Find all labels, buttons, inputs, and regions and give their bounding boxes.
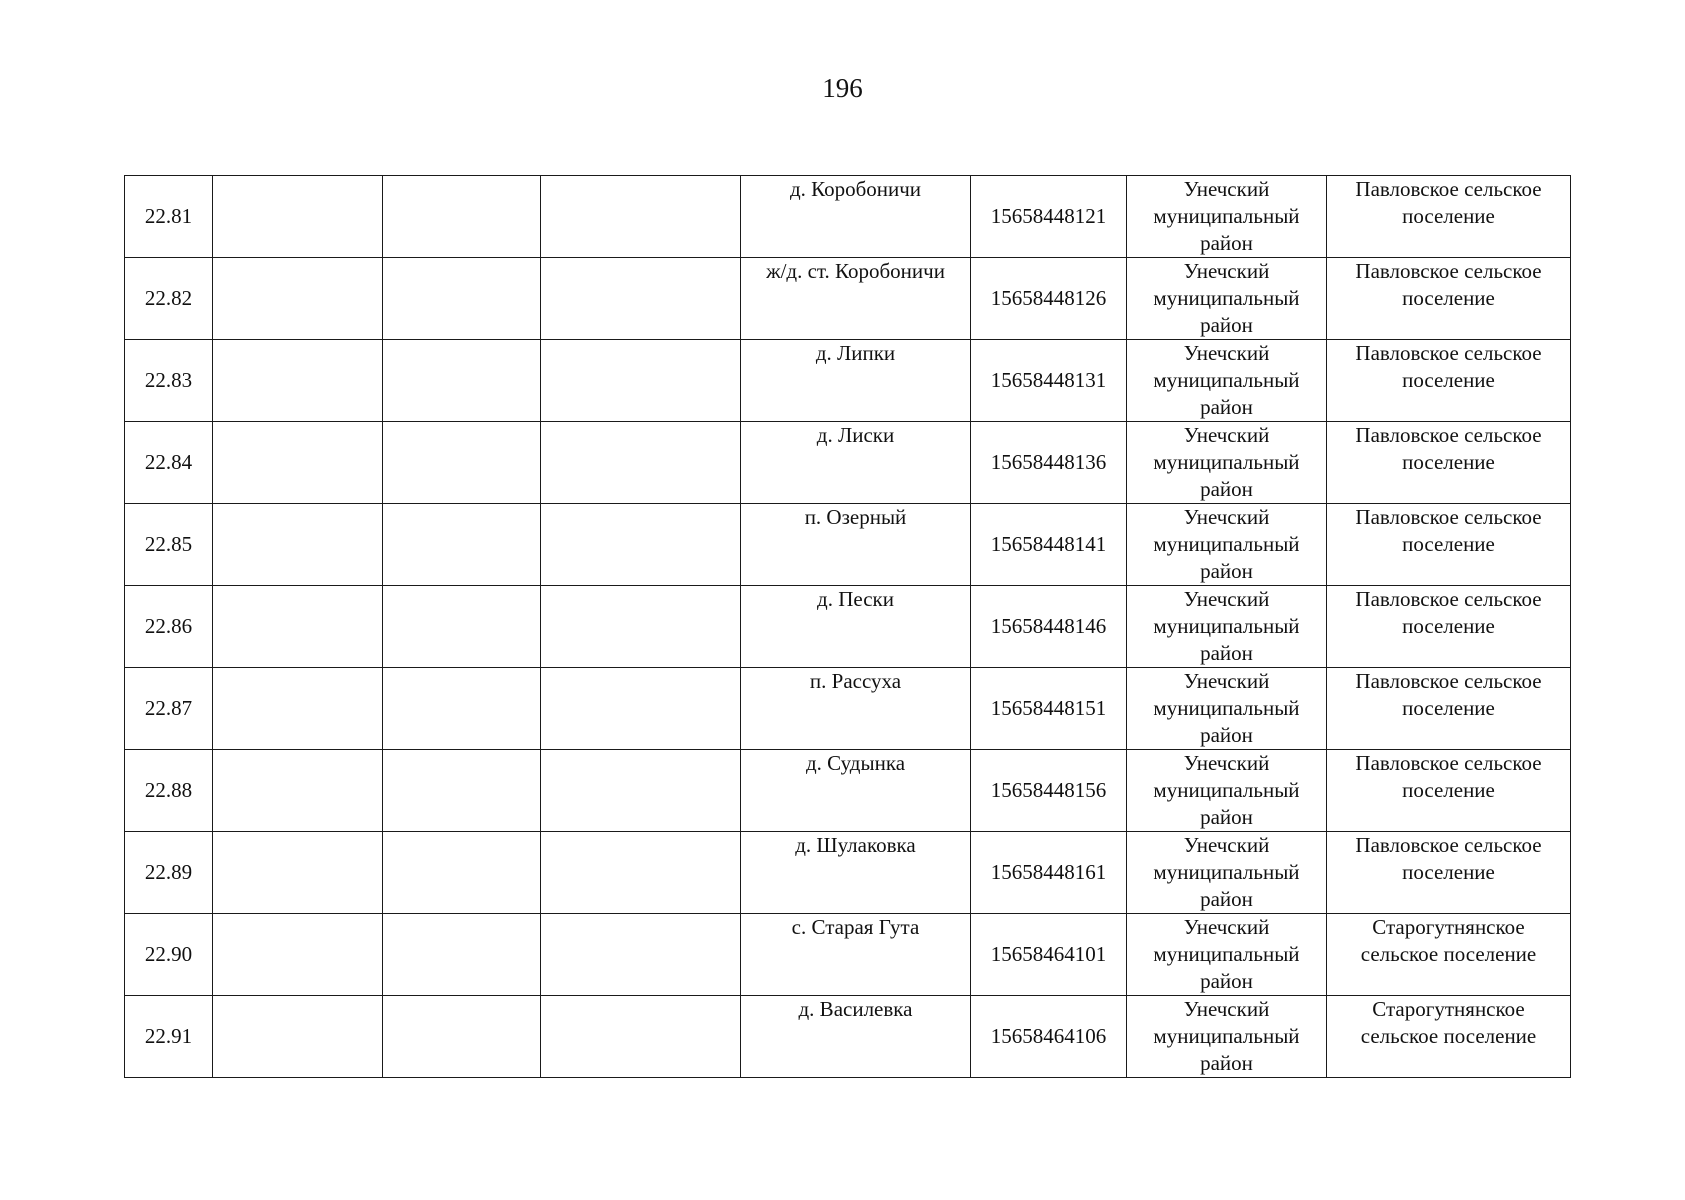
- empty-cell: [383, 504, 541, 586]
- place-name: д. Коробоничи: [741, 176, 971, 258]
- district-line: муниципальный: [1153, 286, 1300, 310]
- settlement-line: поселение: [1402, 450, 1495, 474]
- municipal-district: [1127, 176, 1327, 258]
- district-line: район: [1200, 887, 1253, 911]
- place-name: д. Судынка: [741, 750, 971, 832]
- rural-settlement: [1327, 422, 1571, 504]
- district-line: район: [1200, 723, 1253, 747]
- settlement-line: Павловское сельское: [1355, 423, 1542, 447]
- table-row: [125, 258, 1571, 340]
- empty-cell: [213, 996, 383, 1078]
- table-row: [125, 422, 1571, 504]
- empty-cell: [383, 422, 541, 504]
- district-line: район: [1200, 641, 1253, 665]
- district-line: муниципальный: [1153, 696, 1300, 720]
- table-row: [125, 750, 1571, 832]
- settlement-line: Павловское сельское: [1355, 259, 1542, 283]
- empty-cell: [383, 668, 541, 750]
- table-row: [125, 996, 1571, 1078]
- district-line: район: [1200, 313, 1253, 337]
- empty-cell: [383, 832, 541, 914]
- empty-cell: [541, 422, 741, 504]
- district-line: Унечский: [1183, 833, 1270, 857]
- oktmo-code: 15658448161: [971, 832, 1127, 914]
- row-number: 22.86: [125, 586, 213, 668]
- settlements-table: [124, 175, 1571, 1078]
- settlement-line: поселение: [1402, 286, 1495, 310]
- place-name: с. Старая Гута: [741, 914, 971, 996]
- empty-cell: [541, 914, 741, 996]
- empty-cell: [541, 832, 741, 914]
- rural-settlement: [1327, 340, 1571, 422]
- municipal-district: [1127, 504, 1327, 586]
- rural-settlement: [1327, 586, 1571, 668]
- empty-cell: [213, 504, 383, 586]
- table-row: [125, 586, 1571, 668]
- district-line: Унечский: [1183, 423, 1270, 447]
- place-name: д. Василевка: [741, 996, 971, 1078]
- empty-cell: [541, 586, 741, 668]
- rural-settlement: [1327, 258, 1571, 340]
- empty-cell: [213, 340, 383, 422]
- district-line: муниципальный: [1153, 614, 1300, 638]
- empty-cell: [213, 176, 383, 258]
- settlement-line: поселение: [1402, 696, 1495, 720]
- municipal-district: [1127, 914, 1327, 996]
- district-line: муниципальный: [1153, 778, 1300, 802]
- settlement-line: Старогутнянское: [1372, 997, 1525, 1021]
- district-line: район: [1200, 969, 1253, 993]
- settlement-line: сельское поселение: [1360, 1024, 1537, 1048]
- rural-settlement: [1327, 668, 1571, 750]
- municipal-district: [1127, 422, 1327, 504]
- table-row: [125, 668, 1571, 750]
- rural-settlement: [1327, 914, 1571, 996]
- row-number: 22.87: [125, 668, 213, 750]
- municipal-district: [1127, 586, 1327, 668]
- place-name: д. Липки: [741, 340, 971, 422]
- settlement-line: Павловское сельское: [1355, 751, 1542, 775]
- oktmo-code: 15658448126: [971, 258, 1127, 340]
- district-line: район: [1200, 559, 1253, 583]
- district-line: район: [1200, 805, 1253, 829]
- place-name: п. Рассуха: [741, 668, 971, 750]
- empty-cell: [541, 340, 741, 422]
- district-line: муниципальный: [1153, 532, 1300, 556]
- row-number: 22.88: [125, 750, 213, 832]
- empty-cell: [541, 504, 741, 586]
- row-number: 22.85: [125, 504, 213, 586]
- municipal-district: [1127, 258, 1327, 340]
- empty-cell: [383, 258, 541, 340]
- settlement-line: Павловское сельское: [1355, 505, 1542, 529]
- settlement-line: Старогутнянское: [1372, 915, 1525, 939]
- district-line: Унечский: [1183, 587, 1270, 611]
- district-line: муниципальный: [1153, 204, 1300, 228]
- row-number: 22.82: [125, 258, 213, 340]
- settlement-line: поселение: [1402, 532, 1495, 556]
- rural-settlement: [1327, 504, 1571, 586]
- place-name: д. Шулаковка: [741, 832, 971, 914]
- oktmo-code: 15658448131: [971, 340, 1127, 422]
- row-number: 22.84: [125, 422, 213, 504]
- empty-cell: [541, 176, 741, 258]
- place-name: д. Лиски: [741, 422, 971, 504]
- empty-cell: [213, 422, 383, 504]
- settlement-line: поселение: [1402, 204, 1495, 228]
- settlement-line: Павловское сельское: [1355, 587, 1542, 611]
- district-line: Унечский: [1183, 259, 1270, 283]
- rural-settlement: [1327, 996, 1571, 1078]
- municipal-district: [1127, 668, 1327, 750]
- district-line: Унечский: [1183, 341, 1270, 365]
- empty-cell: [213, 668, 383, 750]
- oktmo-code: 15658448141: [971, 504, 1127, 586]
- empty-cell: [541, 668, 741, 750]
- district-line: муниципальный: [1153, 1024, 1300, 1048]
- district-line: муниципальный: [1153, 450, 1300, 474]
- oktmo-code: 15658448121: [971, 176, 1127, 258]
- rural-settlement: [1327, 832, 1571, 914]
- settlement-line: Павловское сельское: [1355, 177, 1542, 201]
- district-line: муниципальный: [1153, 942, 1300, 966]
- district-line: Унечский: [1183, 669, 1270, 693]
- rural-settlement: [1327, 750, 1571, 832]
- settlement-line: поселение: [1402, 778, 1495, 802]
- empty-cell: [213, 914, 383, 996]
- district-line: Унечский: [1183, 997, 1270, 1021]
- page-number: 196: [822, 73, 863, 103]
- empty-cell: [383, 750, 541, 832]
- place-name: п. Озерный: [741, 504, 971, 586]
- row-number: 22.83: [125, 340, 213, 422]
- row-number: 22.81: [125, 176, 213, 258]
- oktmo-code: 15658448136: [971, 422, 1127, 504]
- table-row: [125, 914, 1571, 996]
- oktmo-code: 15658464101: [971, 914, 1127, 996]
- oktmo-code: 15658448146: [971, 586, 1127, 668]
- district-line: район: [1200, 231, 1253, 255]
- oktmo-code: 15658448156: [971, 750, 1127, 832]
- settlement-line: сельское поселение: [1360, 942, 1537, 966]
- row-number: 22.91: [125, 996, 213, 1078]
- empty-cell: [383, 176, 541, 258]
- empty-cell: [541, 750, 741, 832]
- empty-cell: [383, 996, 541, 1078]
- place-name: ж/д. ст. Коробоничи: [741, 258, 971, 340]
- district-line: район: [1200, 395, 1253, 419]
- municipal-district: [1127, 832, 1327, 914]
- row-number: 22.90: [125, 914, 213, 996]
- settlement-line: Павловское сельское: [1355, 341, 1542, 365]
- district-line: район: [1200, 1051, 1253, 1075]
- table-row: [125, 504, 1571, 586]
- row-number: 22.89: [125, 832, 213, 914]
- municipal-district: [1127, 750, 1327, 832]
- empty-cell: [541, 258, 741, 340]
- district-line: Унечский: [1183, 177, 1270, 201]
- settlement-line: поселение: [1402, 368, 1495, 392]
- oktmo-code: 15658448151: [971, 668, 1127, 750]
- table-row: [125, 176, 1571, 258]
- table-row: [125, 340, 1571, 422]
- district-line: район: [1200, 477, 1253, 501]
- empty-cell: [213, 750, 383, 832]
- district-line: муниципальный: [1153, 368, 1300, 392]
- empty-cell: [213, 586, 383, 668]
- empty-cell: [213, 832, 383, 914]
- municipal-district: [1127, 340, 1327, 422]
- empty-cell: [383, 586, 541, 668]
- empty-cell: [541, 996, 741, 1078]
- place-name: д. Пески: [741, 586, 971, 668]
- settlement-line: Павловское сельское: [1355, 669, 1542, 693]
- settlement-line: поселение: [1402, 614, 1495, 638]
- oktmo-code: 15658464106: [971, 996, 1127, 1078]
- empty-cell: [383, 340, 541, 422]
- district-line: муниципальный: [1153, 860, 1300, 884]
- district-line: Унечский: [1183, 505, 1270, 529]
- settlement-line: Павловское сельское: [1355, 833, 1542, 857]
- district-line: Унечский: [1183, 751, 1270, 775]
- settlement-line: поселение: [1402, 860, 1495, 884]
- empty-cell: [383, 914, 541, 996]
- rural-settlement: [1327, 176, 1571, 258]
- municipal-district: [1127, 996, 1327, 1078]
- table-row: [125, 832, 1571, 914]
- empty-cell: [213, 258, 383, 340]
- district-line: Унечский: [1183, 915, 1270, 939]
